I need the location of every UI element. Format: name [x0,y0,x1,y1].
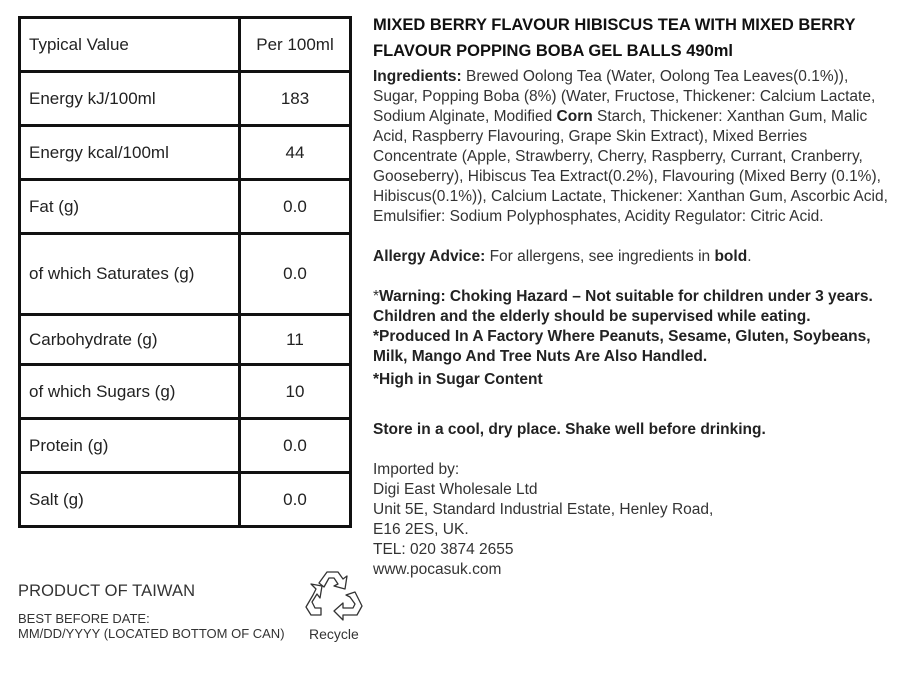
allergen-highlight: Corn [556,108,593,125]
product-title: MIXED BERRY FLAVOUR HIBISCUS TEA WITH MIXED BERRY FLAVOUR POPPING BOBA GEL BALLS 490ml [373,16,856,60]
header-value: Per 100ml [240,18,351,72]
choking-warning [373,287,893,327]
row-label: of which Sugars (g) [20,365,240,419]
recycle-icon [303,569,365,625]
nutrition-table [18,16,352,528]
row-label: Fat (g) [20,180,240,234]
table-row [20,473,351,527]
row-label: of which Saturates (g) [20,234,240,315]
importer-address-1: Unit 5E, Standard Industrial Estate, Henley Road, [373,501,714,518]
storage-instructions: Store in a cool, dry place. Shake well before drinking. [373,421,766,438]
row-value: 44 [240,126,351,180]
ingredients [373,67,893,227]
row-value: 0.0 [240,419,351,473]
product-origin: PRODUCT OF TAIWAN [18,582,196,600]
importer-label: Imported by: [373,461,460,478]
allergy-end: . [747,248,752,265]
recycle-label: Recycle [309,626,359,642]
row-value: 0.0 [240,473,351,527]
ingredients-text-continued: Starch, Thickener: Xanthan Gum, Malic Acid, Raspberry Flavouring, Grape Skin Extract), Mixed Berries Concentrate (Apple, Strawberry, Cherry, Raspberry, Currant, Cranberry, Gooseberry), Hibiscus Tea Extract(0.2%), Flavouring (Mixed Berry (0.1%), Hibiscus(0.1%)), Calcium Lactate, Thickener: Xanthan Gum, Ascorbic Acid, Emulsifier: Sodium Polyphosphates, Acidity Regulator: Citric Acid. [373,108,888,225]
row-label: Energy kcal/100ml [20,126,240,180]
sugar-notice: *High in Sugar Content [373,371,543,388]
best-before-value: MM/DD/YYYY (LOCATED BOTTOM OF CAN) [18,626,285,641]
row-label: Carbohydrate (g) [20,315,240,365]
importer-block [373,460,893,580]
header-label: Typical Value [20,18,240,72]
ingredients-text: Brewed Oolong Tea (Water, Oolong Tea Leaves(0.1%)), Sugar, Popping Boba (8%) (Water, Fructose, Thickener: Calcium Lactate, Sodium Alginate, Modified [373,68,876,125]
table-header-row [20,18,351,72]
table-row [20,315,351,365]
importer-address-2: E16 2ES, UK. [373,521,469,538]
table-row [20,180,351,234]
factory-notice: *Produced In A Factory Where Peanuts, Sesame, Gluten, Soybeans, Milk, Mango And Tree Nuts Are Also Handled. [373,328,871,365]
row-value: 183 [240,72,351,126]
row-value: 11 [240,315,351,365]
row-label: Protein (g) [20,419,240,473]
allergy-text: For allergens, see ingredients in [485,248,715,265]
table-row [20,234,351,315]
warning-text: Warning: Choking Hazard – Not suitable for children under 3 years. Children and the elderly should be supervised while eating. [373,288,873,325]
row-label: Salt (g) [20,473,240,527]
row-value: 10 [240,365,351,419]
table-row [20,419,351,473]
importer-company: Digi East Wholesale Ltd [373,481,538,498]
allergy-advice [373,247,893,267]
allergy-bold: bold [714,248,748,265]
row-value: 0.0 [240,180,351,234]
table-row [20,72,351,126]
row-label: Energy kJ/100ml [20,72,240,126]
importer-website: www.pocasuk.com [373,561,502,578]
row-value: 0.0 [240,234,351,315]
best-before-label: BEST BEFORE DATE: [18,611,150,626]
importer-tel: TEL: 020 3874 2655 [373,541,514,558]
ingredients-label: Ingredients: [373,68,462,85]
allergy-label: Allergy Advice: [373,248,486,265]
product-info [373,12,893,580]
table-row [20,126,351,180]
table-row [20,365,351,419]
warning-star: * [373,288,380,305]
